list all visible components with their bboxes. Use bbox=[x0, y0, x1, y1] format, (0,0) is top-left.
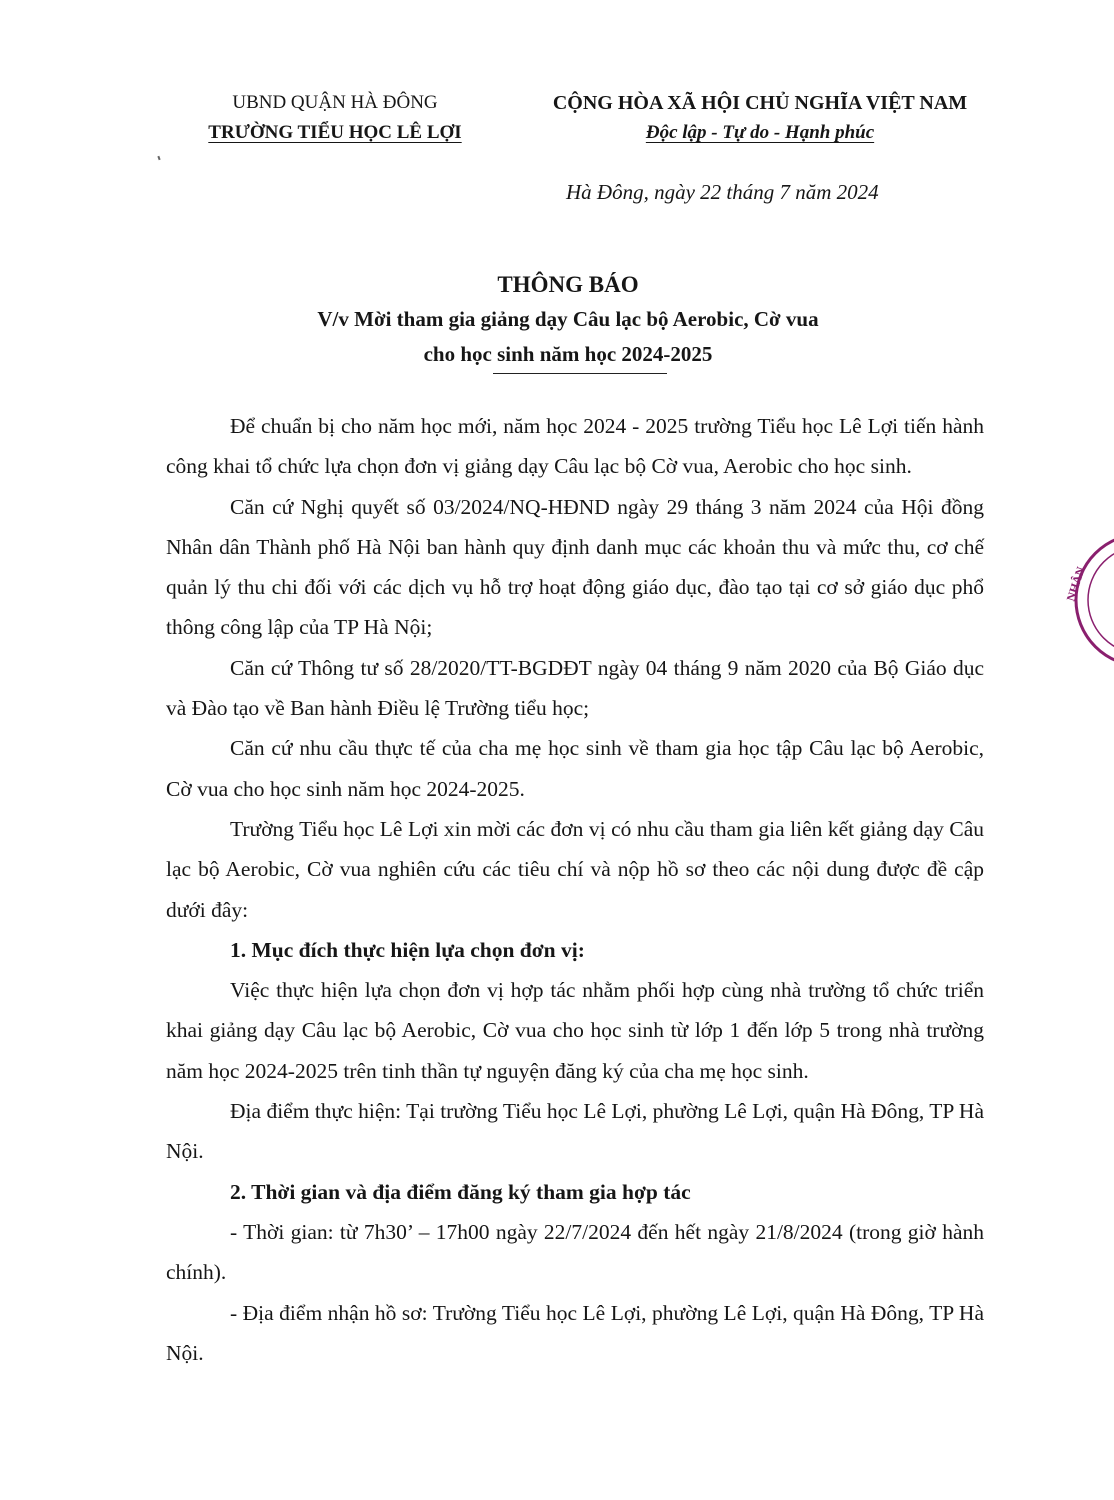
section-heading-2: 2. Thời gian và địa điểm đăng ký tham gia hợp tác bbox=[230, 1179, 691, 1204]
paragraph-invitation: Trường Tiểu học Lê Lợi xin mời các đơn vị có nhu cầu tham gia liên kết giảng dạy Câu lạc bộ Aerobic, Cờ vua nghiên cứu các tiêu chí và nộp hồ sơ theo các nội dung được đề cập dưới đây: bbox=[166, 816, 984, 922]
issuer-header bbox=[180, 88, 490, 148]
paragraph-location: Địa điểm thực hiện: Tại trường Tiểu học Lê Lợi, phường Lê Lợi, quận Hà Đông, TP Hà Nội. bbox=[166, 1099, 984, 1164]
document-title bbox=[150, 268, 986, 372]
national-header bbox=[525, 88, 995, 148]
subject-line-2: cho học sinh năm học 2024-2025 bbox=[423, 342, 713, 366]
title-underline bbox=[493, 373, 667, 374]
document-body bbox=[166, 406, 984, 1373]
paragraph-purpose: Việc thực hiện lựa chọn đơn vị hợp tác nhằm phối hợp cùng nhà trường tổ chức triển khai giảng dạy Câu lạc bộ Aerobic, Cờ vua cho học sinh từ lớp 1 đến lớp 5 trong nhà trường năm học 2024-2025 trên tinh thần tự nguyện đăng ký của cha mẹ học sinh. bbox=[166, 978, 984, 1083]
official-stamp bbox=[1052, 530, 1114, 670]
national-motto: Độc lập - Tự do - Hạnh phúc bbox=[645, 122, 875, 143]
paragraph-legal-basis-2: Căn cứ Thông tư số 28/2020/TT-BGDĐT ngày 04 tháng 9 năm 2020 của Bộ Giáo dục và Đào tạo về Ban hành Điều lệ Trường tiểu học; bbox=[166, 655, 984, 721]
paragraph-time: - Thời gian: từ 7h30’ – 17h00 ngày 22/7/2024 đến hết ngày 21/8/2024 (trong giờ hành chính). bbox=[166, 1219, 984, 1285]
section-heading-1: 1. Mục đích thực hiện lựa chọn đơn vị: bbox=[230, 937, 585, 962]
school-name: TRƯỜNG TIỂU HỌC LÊ LỢI bbox=[208, 122, 462, 143]
paragraph-intro: Để chuẩn bị cho năm học mới, năm học 2024 - 2025 trường Tiểu học Lê Lợi tiến hành công khai tổ chức lựa chọn đơn vị giảng dạy Câu lạc bộ Cờ vua, Aerobic cho học sinh. bbox=[166, 414, 984, 479]
national-title: CỘNG HÒA XÃ HỘI CHỦ NGHĨA VIỆT NAM bbox=[552, 92, 968, 114]
district-name: UBND QUẬN HÀ ĐÔNG bbox=[232, 92, 438, 113]
paragraph-submission-place: - Địa điểm nhận hồ sơ: Trường Tiểu học Lê Lợi, phường Lê Lợi, quận Hà Đông, TP Hà Nội. bbox=[166, 1300, 984, 1365]
date-line: Hà Đông, ngày 22 tháng 7 năm 2024 bbox=[566, 180, 879, 204]
paragraph-legal-basis-3: Căn cứ nhu cầu thực tế của cha mẹ học sinh về tham gia học tập Câu lạc bộ Aerobic, Cờ vua cho học sinh năm học 2024-2025. bbox=[166, 736, 984, 801]
scan-speck bbox=[157, 156, 160, 160]
paragraph-legal-basis-1: Căn cứ Nghị quyết số 03/2024/NQ-HĐND ngày 29 tháng 3 năm 2024 của Hội đồng Nhân dân Thành phố Hà Nội ban hành quy định danh mục các khoản thu và mức thu, cơ chế quản lý thu chi đối với các dịch vụ hỗ trợ hoạt động giáo dục, đào tạo tại cơ sở giáo dục phổ thông công lập của TP Hà Nội; bbox=[166, 494, 984, 640]
subject-line-1: V/v Mời tham gia giảng dạy Câu lạc bộ Aerobic, Cờ vua bbox=[317, 307, 819, 331]
title-heading: THÔNG BÁO bbox=[497, 272, 639, 297]
stamp-text: NHÂN bbox=[1063, 564, 1088, 603]
